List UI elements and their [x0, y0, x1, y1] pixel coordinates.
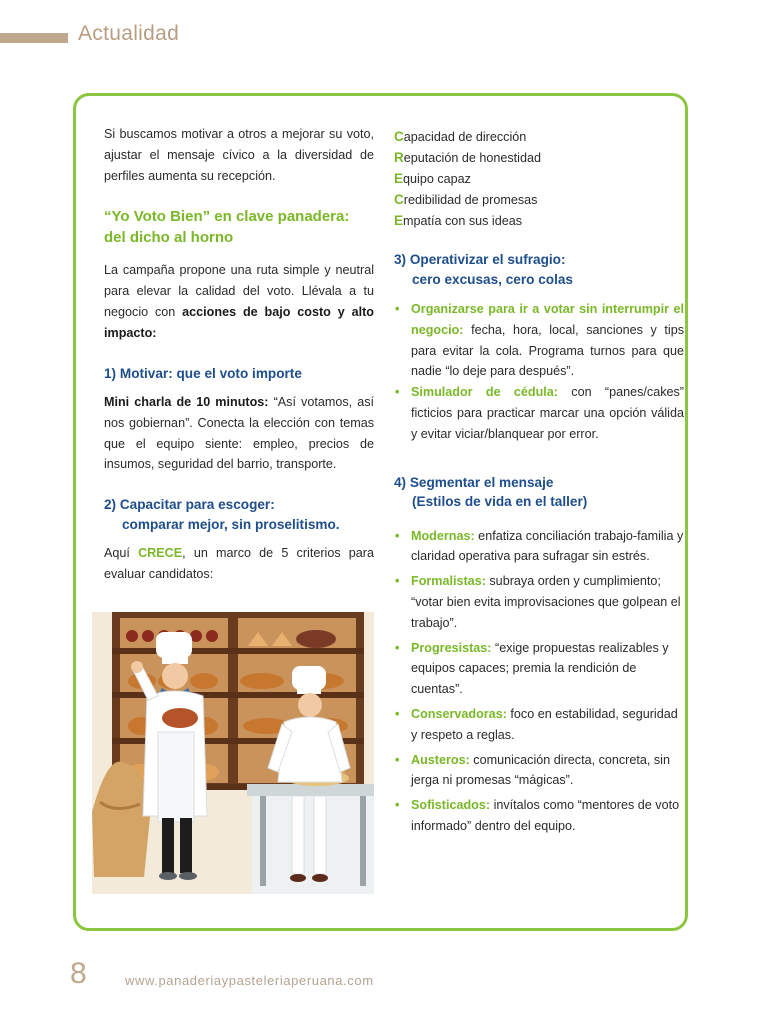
right-column	[394, 127, 684, 837]
list-item: • Progresistas: “exige propuestas realizables y equipos capaces; premia la rendición de cuentas”.	[394, 638, 684, 700]
section2-title-line2: comparar mejor, sin proselitismo.	[122, 516, 340, 532]
list-item: • Simulador de cédula: con “panes/cakes” ficticios para practicar marcar una opción válida y evitar viciar/blanquear por error.	[394, 382, 684, 444]
section3-title	[394, 250, 684, 289]
list-item: • Sofisticados: invítalos como “mentores de voto informado” dentro del equipo.	[394, 795, 684, 837]
campaign-heading-line2: del dicho al horno	[104, 229, 234, 247]
list-item: • Modernas: enfatiza conciliación trabajo-familia y claridad operativa para sufragar sin estrés.	[394, 526, 684, 568]
section2-post: , un marco de 5 criterios para evaluar candidatos:	[104, 546, 374, 582]
section1-paragraph	[104, 392, 374, 475]
section-bar	[0, 33, 68, 43]
crece-item: Credibilidad de promesas	[394, 192, 538, 207]
section2-paragraph	[104, 543, 374, 585]
crece-item: Empatía con sus ideas	[394, 213, 523, 228]
footer-url[interactable]: www.panaderiaypasteleriaperuana.com	[125, 973, 374, 988]
bakers-illustration	[92, 612, 374, 894]
left-column	[104, 124, 374, 585]
campaign-heading-line1: “Yo Voto Bien” en clave panadera:	[104, 208, 350, 226]
crece-list	[394, 127, 684, 232]
crece-item: Reputación de honestidad	[394, 150, 541, 165]
section4-title-line1: 4) Segmentar el mensaje	[394, 474, 554, 490]
section2-title	[104, 495, 374, 534]
section1-title: 1) Motivar: que el voto importe	[104, 365, 302, 381]
section-title: Actualidad	[78, 22, 180, 45]
section2-pre: Aquí	[104, 546, 139, 561]
section1-text: “Así votamos, así nos gobiernan”. Conecta la elección con temas que el equipo siente: empleo, precios de insumos, seguridad del barrio, transporte.	[104, 395, 375, 472]
campaign-paragraph	[104, 260, 374, 343]
section1-lead: Mini charla de 10 minutos:	[104, 395, 269, 410]
crece-highlight: CRECE	[138, 546, 183, 561]
section3-list	[394, 299, 684, 445]
list-item: • Austeros: comunicación directa, concreta, sin jerga ni promesas “mágicas”.	[394, 750, 684, 792]
campaign-text: La campaña propone una ruta simple y neutral para elevar la calidad del voto. Llévala a tu negocio con	[104, 263, 374, 319]
page-number: 8	[70, 957, 87, 990]
list-item: • Conservadoras: foco en estabilidad, seguridad y respeto a reglas.	[394, 704, 684, 746]
crece-item: Equipo capaz	[394, 171, 471, 186]
section2-title-line1: 2) Capacitar para escoger:	[104, 497, 275, 513]
section4-list	[394, 526, 684, 837]
section4-title-line2: (Estilos de vida en el taller)	[412, 494, 588, 510]
campaign-bold: acciones de bajo costo y alto impacto:	[104, 304, 375, 340]
campaign-heading	[104, 206, 374, 248]
section3-title-line1: 3) Operativizar el sufragio:	[394, 252, 566, 267]
section3-title-line2: cero excusas, cero colas	[412, 271, 573, 287]
section4-title	[394, 473, 684, 512]
intro-paragraph: Si buscamos motivar a otros a mejorar su voto, ajustar el mensaje cívico a la diversidad de perfiles aumenta su recepción.	[104, 127, 374, 183]
crece-item: Capacidad de dirección	[394, 129, 527, 144]
list-item: • Organizarse para ir a votar sin interrumpir el negocio: fecha, hora, local, sanciones y tips para evitar la cola. Programa turnos para que nadie “lo deje para después”.	[394, 299, 684, 382]
list-item: • Formalistas: subraya orden y cumplimiento; “votar bien evita improvisaciones que golpean el trabajo”.	[394, 571, 684, 633]
